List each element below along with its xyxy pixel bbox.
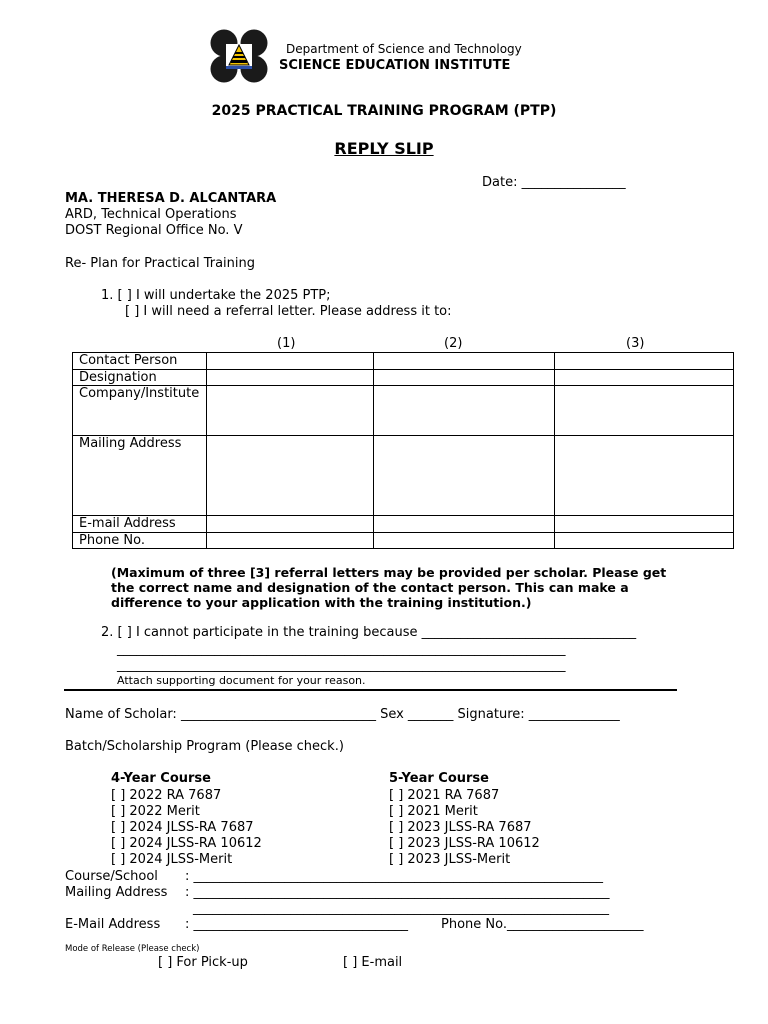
table-cell[interactable]: [207, 516, 374, 533]
referral-note: (Maximum of three [3] referral letters may be provided per scholar. Please get the correct name and designation of the contact person. This can make a difference to your application with the training institution.): [111, 565, 667, 610]
table-cell[interactable]: [207, 353, 374, 370]
five-year-option[interactable]: [ ] 2021 Merit: [389, 804, 478, 819]
table-cell[interactable]: [374, 386, 554, 436]
row-label: Company/Institute: [73, 386, 207, 436]
table-cell[interactable]: [207, 370, 374, 386]
mailing-address-field[interactable]: : ________________________________________________________________: [185, 885, 610, 900]
five-year-heading: 5-Year Course: [389, 771, 489, 786]
table-cell[interactable]: [554, 353, 733, 370]
table-cell[interactable]: [207, 436, 374, 516]
mailing-address-label: Mailing Address: [65, 885, 168, 900]
mailing-address-field-line2[interactable]: ________________________________________________________________: [193, 901, 609, 916]
re-line: Re- Plan for Practical Training: [65, 256, 255, 271]
form-title: REPLY SLIP: [334, 139, 434, 158]
column-header-2: (2): [444, 336, 463, 351]
sei-logo: [209, 29, 269, 83]
section-divider: [64, 689, 677, 691]
row-label: Contact Person: [73, 353, 207, 370]
department-name: Department of Science and Technology: [286, 42, 522, 56]
four-year-option[interactable]: [ ] 2022 Merit: [111, 804, 200, 819]
five-year-option[interactable]: [ ] 2023 JLSS-RA 7687: [389, 820, 532, 835]
addressee-name: MA. THERESA D. ALCANTARA: [65, 191, 277, 206]
table-cell[interactable]: [374, 533, 554, 549]
four-year-heading: 4-Year Course: [111, 771, 211, 786]
table-row: [73, 516, 734, 533]
table-row: [73, 370, 734, 386]
table-cell[interactable]: [554, 436, 733, 516]
table-cell[interactable]: [207, 386, 374, 436]
email-address-label: E-Mail Address: [65, 917, 161, 932]
option1-undertake[interactable]: 1. [ ] I will undertake the 2025 PTP;: [101, 288, 331, 303]
table-cell[interactable]: [554, 516, 733, 533]
column-header-3: (3): [626, 336, 645, 351]
release-email-option[interactable]: [ ] E-mail: [343, 955, 403, 970]
institute-name: SCIENCE EDUCATION INSTITUTE: [279, 58, 511, 73]
table-row: [73, 386, 734, 436]
reason-blank-line[interactable]: _____________________________________________________________________: [117, 658, 566, 673]
row-label: Designation: [73, 370, 207, 386]
document-title: 2025 PRACTICAL TRAINING PROGRAM (PTP): [211, 103, 557, 119]
table-cell[interactable]: [207, 533, 374, 549]
four-year-option[interactable]: [ ] 2022 RA 7687: [111, 788, 222, 803]
four-year-option[interactable]: [ ] 2024 JLSS-Merit: [111, 852, 233, 867]
row-label: Mailing Address: [73, 436, 207, 516]
table-cell[interactable]: [374, 353, 554, 370]
email-address-field[interactable]: : _________________________________: [185, 917, 409, 932]
table-cell[interactable]: [374, 516, 554, 533]
table-row: [73, 436, 734, 516]
scholar-info-line[interactable]: Name of Scholar: ______________________________ Sex _______ Signature: ______________: [65, 707, 620, 722]
addressee-position: ARD, Technical Operations: [65, 207, 237, 222]
table-cell[interactable]: [374, 436, 554, 516]
table-cell[interactable]: [374, 370, 554, 386]
referral-table: [72, 352, 734, 549]
addressee-office: DOST Regional Office No. V: [65, 223, 243, 238]
table-cell[interactable]: [554, 386, 733, 436]
five-year-option[interactable]: [ ] 2023 JLSS-RA 10612: [389, 836, 540, 851]
phone-number-field[interactable]: Phone No._____________________: [441, 917, 644, 932]
attach-note: Attach supporting document for your reason.: [117, 674, 366, 687]
column-header-1: (1): [277, 336, 296, 351]
table-cell[interactable]: [554, 370, 733, 386]
option1-referral[interactable]: [ ] I will need a referral letter. Please address it to:: [125, 304, 452, 319]
course-school-field[interactable]: : _______________________________________________________________: [185, 869, 604, 884]
reason-blank-line[interactable]: _____________________________________________________________________: [117, 642, 566, 657]
four-year-option[interactable]: [ ] 2024 JLSS-RA 10612: [111, 836, 262, 851]
date-field[interactable]: Date: ________________: [482, 175, 626, 190]
release-pickup-option[interactable]: [ ] For Pick-up: [158, 955, 248, 970]
batch-label: Batch/Scholarship Program (Please check.): [65, 739, 344, 754]
four-year-option[interactable]: [ ] 2024 JLSS-RA 7687: [111, 820, 254, 835]
row-label: E-mail Address: [73, 516, 207, 533]
option2-cannot-participate[interactable]: 2. [ ] I cannot participate in the training because _________________________________: [101, 625, 637, 640]
five-year-option[interactable]: [ ] 2023 JLSS-Merit: [389, 852, 511, 867]
table-cell[interactable]: [554, 533, 733, 549]
table-row: [73, 533, 734, 549]
table-row: [73, 353, 734, 370]
row-label: Phone No.: [73, 533, 207, 549]
five-year-option[interactable]: [ ] 2021 RA 7687: [389, 788, 500, 803]
mode-of-release-label: Mode of Release (Please check): [65, 944, 200, 954]
course-school-label: Course/School: [65, 869, 158, 884]
